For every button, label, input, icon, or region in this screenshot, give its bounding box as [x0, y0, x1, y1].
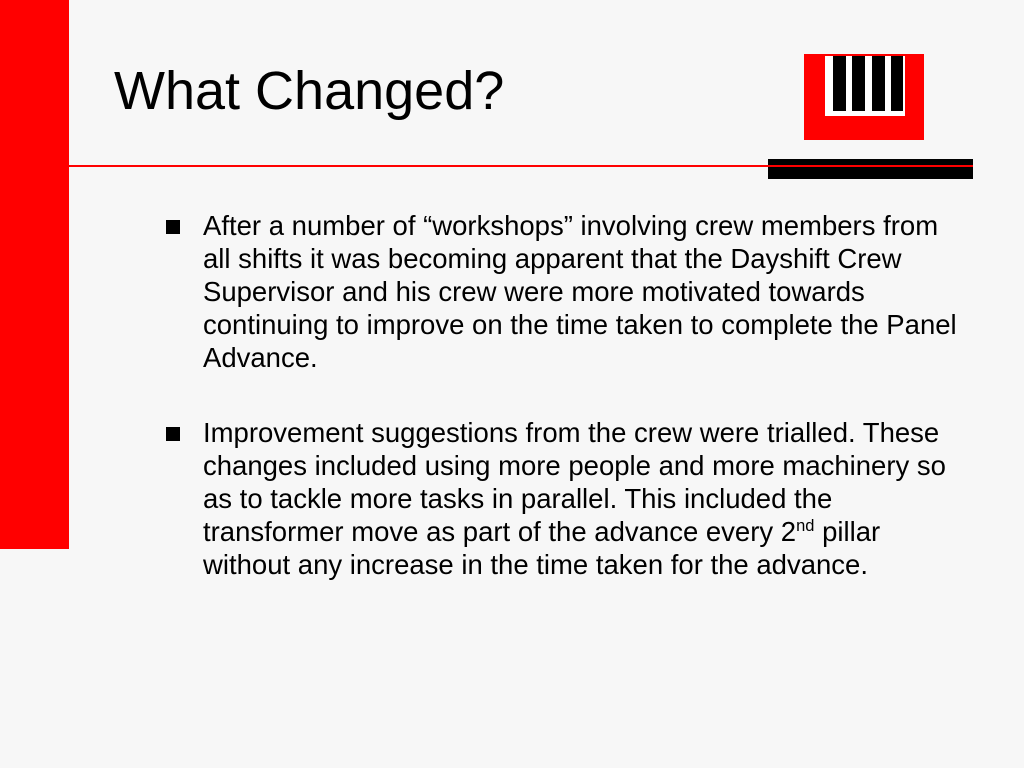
square-bullet-icon	[166, 427, 180, 441]
bullet-text-part: pillar without any increase in the time taken for the advance.	[203, 516, 881, 580]
three-bar-logo-icon	[804, 54, 924, 140]
logo-inner-panel	[825, 56, 905, 116]
bullet-text: After a number of “workshops” involving crew members from all shifts it was becoming apparent that the Dayshift Crew Supervisor and his crew were more motivated towards continuing to improve on the time taken to complete the Panel Advance.	[203, 210, 957, 373]
logo-bar	[891, 56, 903, 111]
logo-bar	[872, 56, 885, 111]
left-accent-bar	[0, 0, 69, 549]
logo-bar	[833, 56, 846, 111]
bullet-item	[165, 416, 965, 581]
ordinal-superscript: nd	[796, 516, 815, 535]
slide-title: What Changed?	[114, 61, 505, 121]
square-bullet-icon	[166, 220, 180, 234]
bullet-text	[203, 417, 946, 580]
title-divider-accent	[768, 159, 973, 179]
title-divider	[69, 165, 770, 167]
bullet-list	[165, 209, 965, 581]
bullet-text-part: Improvement suggestions from the crew were trialled. These changes included using more people and more machinery so as to tackle more tasks in parallel. This included the transformer move as part of the advance every 2	[203, 417, 946, 547]
logo-bar	[852, 56, 865, 111]
bullet-item	[165, 209, 965, 374]
